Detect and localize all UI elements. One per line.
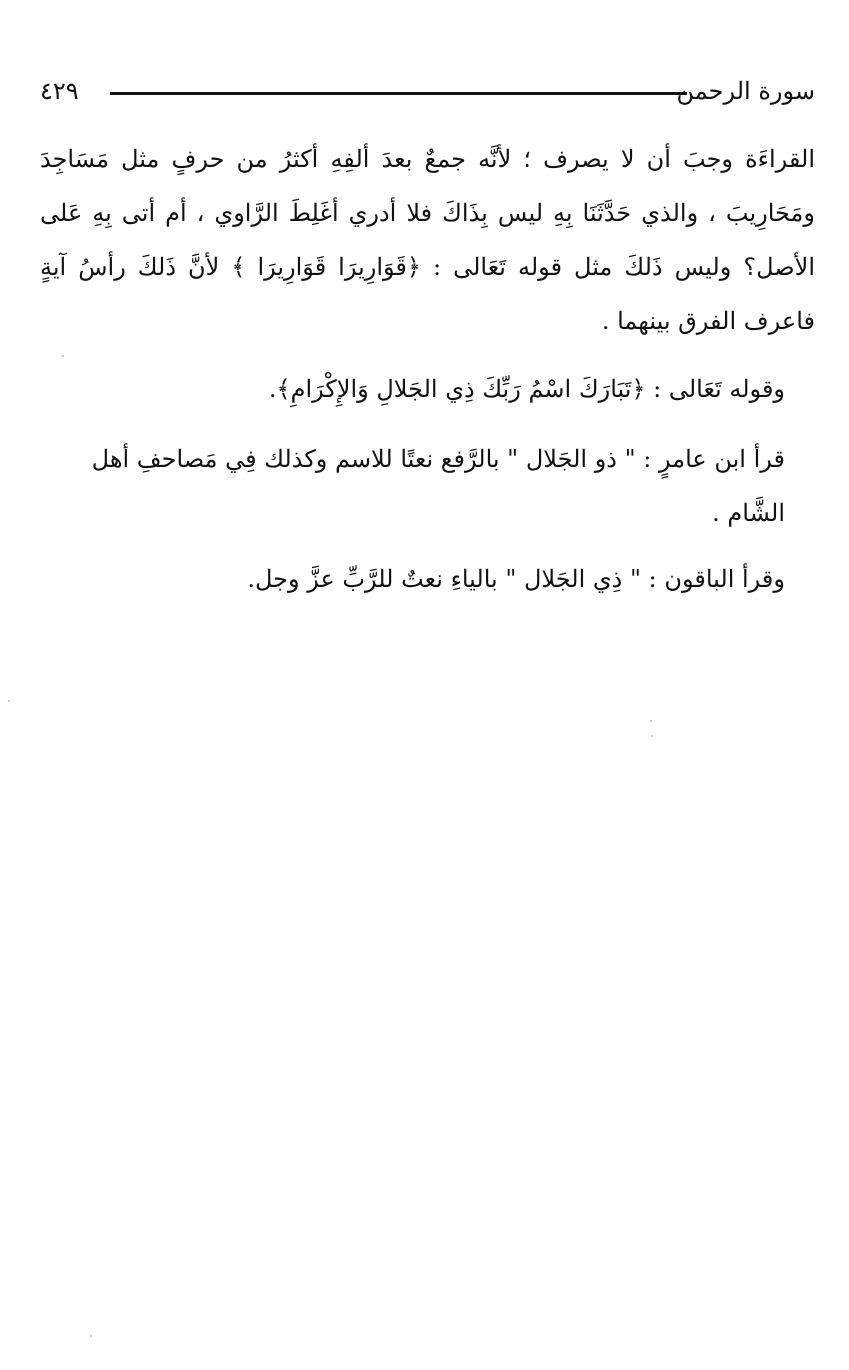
page-body (40, 132, 815, 606)
paragraph-main: القراءَة وجبَ أن لا يصرف ؛ لأنَّه جمعٌ بعدَ ألفِهِ أكثرُ من حرفٍ مثل مَسَاجِدَ ومَحَارِيبَ ، والذي حَدَّثَنَا بِهِ ليس بِذَاكَ فلا أدري أغَلِطَ الرَّاوي ، أم أتى بِهِ عَلى الأصل؟ وليس ذَلكَ مثل قوله تَعَالى : ﴿قَوَارِيرَا قَوَارِيرَا ﴾ لأنَّ ذَلكَ رأسُ آيةٍ فاعرف الفرق بينهما . (40, 145, 815, 335)
paragraph-ibn-amir-reading: قرأ ابن عامرٍ : " ذو الجَلال " بالرَّفع نعتًا للاسم وكذلك فِي مَصاحفِ أهل الشَّام . (91, 445, 785, 527)
scan-speck (90, 1335, 92, 1337)
scan-speck (8, 700, 10, 702)
scan-speck (62, 355, 64, 357)
surah-title: سورة الرحمن (676, 77, 815, 105)
paragraph-verse: وقوله تَعَالى : ﴿تَبَارَكَ اسْمُ رَبِّكَ ذِي الجَلالِ وَالإِكْرَامِ﴾. (268, 375, 785, 403)
paragraph-others-reading: وقرأ الباقون : " ذِي الجَلال " بالياءِ نعتٌ للرَّبِّ عزَّ وجل. (247, 565, 785, 593)
scan-speck (650, 720, 652, 722)
page-header (40, 72, 815, 112)
scan-speck (651, 735, 653, 737)
page-number: ٤٢٩ (40, 77, 79, 105)
header-rule (110, 92, 687, 95)
